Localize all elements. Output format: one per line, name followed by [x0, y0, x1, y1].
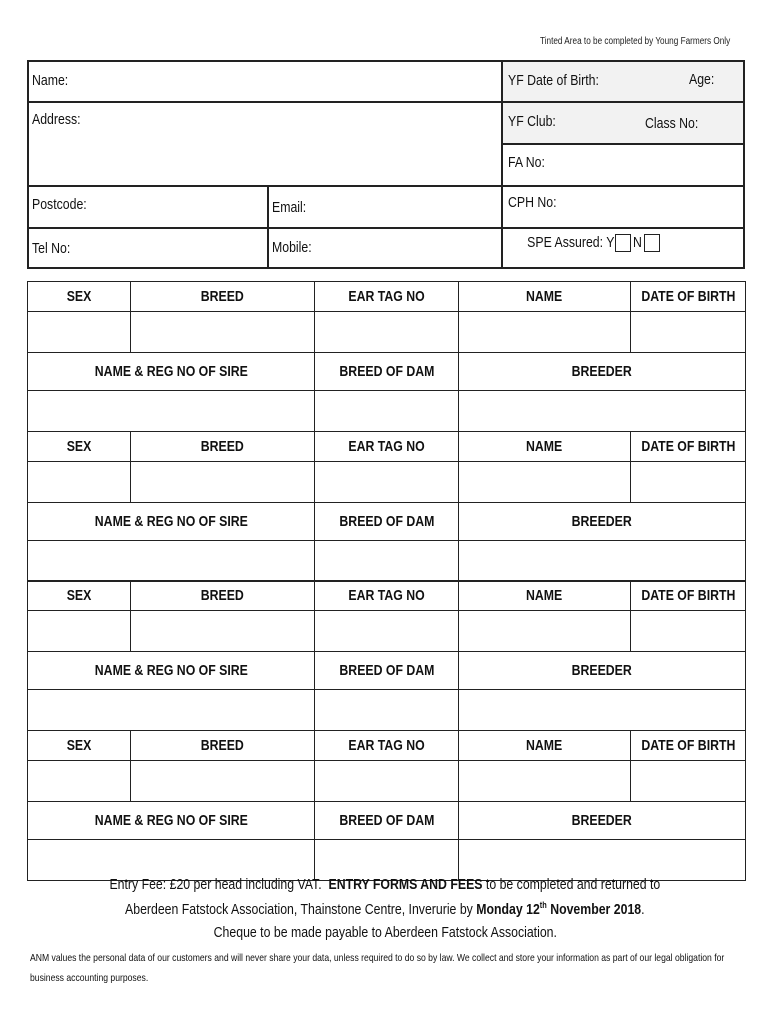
dam-header: BREED OF DAM	[315, 353, 459, 391]
sire-header: NAME & REG NO OF SIRE	[28, 801, 315, 839]
animal-name-input[interactable]	[459, 760, 631, 801]
sex-header: SEX	[28, 581, 131, 611]
return-text: to be completed and returned to	[486, 876, 661, 893]
sire-input[interactable]	[28, 839, 315, 880]
animal-entry-block	[27, 281, 746, 432]
sex-header: SEX	[28, 431, 131, 461]
sex-input[interactable]	[28, 312, 131, 353]
dob-header: DATE OF BIRTH	[631, 581, 746, 611]
privacy-notice: ANM values the personal data of our customers and will never share your data, unless required to do so by law. We collect and store your information as part of our legal obligation for business accounting purposes.	[30, 952, 725, 984]
dam-input[interactable]	[315, 540, 459, 581]
dob-input[interactable]	[631, 461, 746, 502]
animal-name-input[interactable]	[459, 312, 631, 353]
fa-no-field[interactable]: FA No:	[508, 154, 545, 171]
breed-header: BREED	[131, 282, 315, 312]
dob-header: DATE OF BIRTH	[631, 431, 746, 461]
tel-field[interactable]: Tel No:	[32, 240, 71, 257]
sire-header: NAME & REG NO OF SIRE	[28, 652, 315, 690]
breeder-input[interactable]	[459, 391, 746, 432]
deadline: Monday 12th November 2018	[476, 900, 642, 918]
sire-header: NAME & REG NO OF SIRE	[28, 353, 315, 391]
postcode-field[interactable]: Postcode:	[32, 196, 87, 213]
breed-input[interactable]	[131, 312, 315, 353]
dob-input[interactable]	[631, 760, 746, 801]
spe-no-checkbox[interactable]	[644, 234, 660, 252]
grid-line	[27, 267, 745, 269]
sex-input[interactable]	[28, 611, 131, 652]
ear-tag-input[interactable]	[315, 760, 459, 801]
animal-name-header: NAME	[459, 431, 631, 461]
age-field[interactable]: Age:	[689, 71, 715, 88]
sire-input[interactable]	[28, 690, 315, 731]
animal-name-header: NAME	[459, 282, 631, 312]
sex-input[interactable]	[28, 760, 131, 801]
dam-header: BREED OF DAM	[315, 801, 459, 839]
entry-fee-line	[0, 876, 770, 893]
animal-entry-block	[27, 730, 746, 881]
cph-no-field[interactable]: CPH No:	[508, 194, 557, 211]
breed-header: BREED	[131, 431, 315, 461]
tinted-area-note: Tinted Area to be completed by Young Farmers Only	[540, 36, 731, 47]
ear-tag-input[interactable]	[315, 611, 459, 652]
breeder-header: BREEDER	[459, 502, 746, 540]
ear-tag-header: EAR TAG NO	[315, 431, 459, 461]
sex-header: SEX	[28, 730, 131, 760]
breed-input[interactable]	[131, 611, 315, 652]
email-field[interactable]: Email:	[272, 199, 307, 216]
breeder-header: BREEDER	[459, 353, 746, 391]
dob-input[interactable]	[631, 611, 746, 652]
animal-entry-block	[27, 431, 746, 582]
dam-input[interactable]	[315, 391, 459, 432]
sire-input[interactable]	[28, 391, 315, 432]
breed-input[interactable]	[131, 461, 315, 502]
sire-header: NAME & REG NO OF SIRE	[28, 502, 315, 540]
breeder-input[interactable]	[459, 839, 746, 880]
dam-header: BREED OF DAM	[315, 502, 459, 540]
sire-input[interactable]	[28, 540, 315, 581]
name-field[interactable]: Name:	[32, 72, 69, 89]
grid-line	[501, 143, 745, 145]
grid-line	[501, 101, 745, 103]
spe-yes-checkbox[interactable]	[615, 234, 631, 252]
applicant-details	[27, 60, 745, 269]
grid-line	[267, 185, 269, 269]
class-no-field[interactable]: Class No:	[645, 115, 699, 132]
breeder-input[interactable]	[459, 540, 746, 581]
grid-line	[27, 227, 745, 229]
yf-club-field[interactable]: YF Club:	[508, 113, 556, 130]
grid-line	[501, 60, 503, 269]
animal-entries	[27, 281, 745, 881]
sex-header: SEX	[28, 282, 131, 312]
yf-dob-field[interactable]: YF Date of Birth:	[508, 72, 599, 89]
breed-header: BREED	[131, 730, 315, 760]
dam-input[interactable]	[315, 839, 459, 880]
return-address-line: Aberdeen Fatstock Association, Thainstone Centre, Inverurie by Monday 12th November 2018.	[125, 900, 645, 918]
dam-header: BREED OF DAM	[315, 652, 459, 690]
grid-line	[27, 60, 29, 269]
animal-entry-block	[27, 580, 746, 731]
grid-line	[27, 60, 745, 62]
ear-tag-header: EAR TAG NO	[315, 282, 459, 312]
breeder-header: BREEDER	[459, 801, 746, 839]
spe-assured-field	[505, 234, 661, 252]
breed-input[interactable]	[131, 760, 315, 801]
grid-line	[27, 185, 745, 187]
animal-name-input[interactable]	[459, 461, 631, 502]
breed-header: BREED	[131, 581, 315, 611]
cheque-line: Cheque to be made payable to Aberdeen Fatstock Association.	[213, 924, 557, 941]
ear-tag-input[interactable]	[315, 461, 459, 502]
spe-no-label: N	[633, 234, 643, 251]
spe-assured-label: SPE Assured: Y	[527, 234, 615, 251]
mobile-field[interactable]: Mobile:	[272, 239, 312, 256]
animal-name-header: NAME	[459, 581, 631, 611]
ear-tag-input[interactable]	[315, 312, 459, 353]
entry-fee-text: Entry Fee: £20 per head including VAT.	[109, 876, 322, 893]
address-field[interactable]: Address:	[32, 111, 81, 128]
sex-input[interactable]	[28, 461, 131, 502]
breeder-input[interactable]	[459, 690, 746, 731]
dob-header: DATE OF BIRTH	[631, 730, 746, 760]
grid-line	[27, 101, 501, 103]
breeder-header: BREEDER	[459, 652, 746, 690]
grid-line	[743, 60, 745, 269]
return-address: Aberdeen Fatstock Association, Thainstone Centre, Inverurie by	[125, 901, 474, 918]
ear-tag-header: EAR TAG NO	[315, 730, 459, 760]
animal-name-input[interactable]	[459, 611, 631, 652]
dam-input[interactable]	[315, 690, 459, 731]
dob-input[interactable]	[631, 312, 746, 353]
animal-name-header: NAME	[459, 730, 631, 760]
ear-tag-header: EAR TAG NO	[315, 581, 459, 611]
entry-forms-bold: ENTRY FORMS AND FEES	[328, 876, 483, 893]
dob-header: DATE OF BIRTH	[631, 282, 746, 312]
